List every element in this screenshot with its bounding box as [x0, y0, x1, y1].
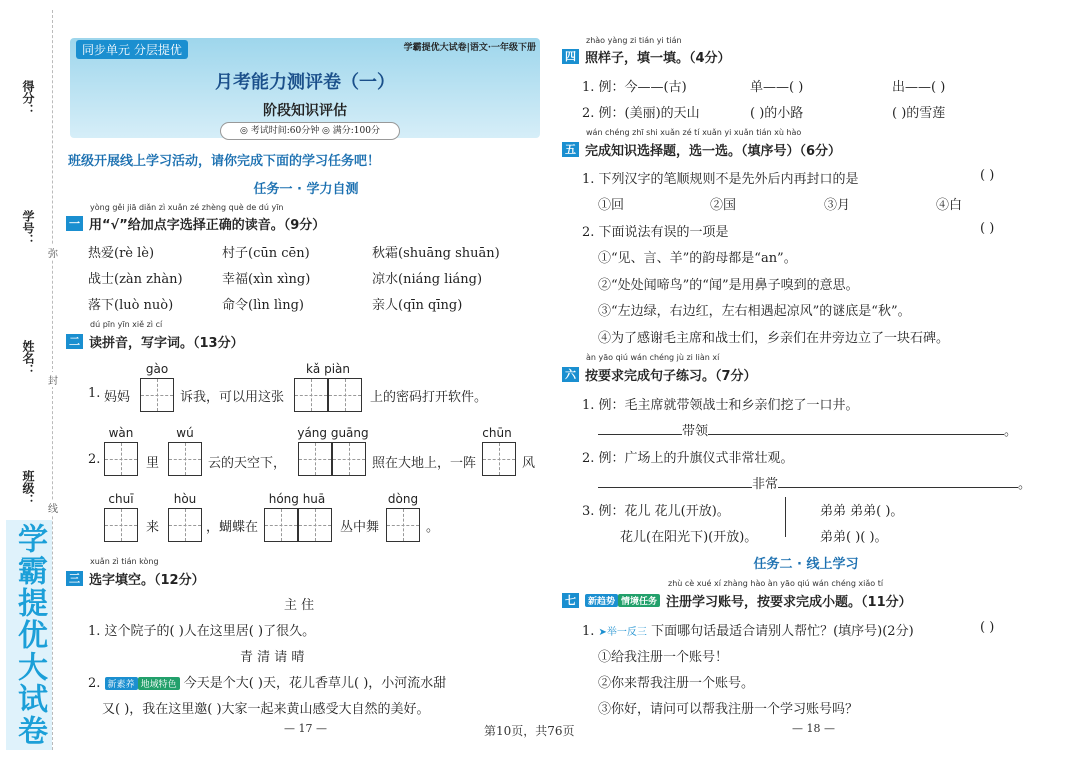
pinyin-label: chuī [108, 492, 134, 506]
q-text: 今天是个大( )天，花儿香草儿( )，小河流水甜 [183, 676, 447, 691]
writing-grid[interactable] [140, 378, 174, 412]
section-number: 三 [66, 571, 83, 586]
fill-item[interactable]: 出——( ) [892, 80, 946, 95]
pinyin-label: hòu [173, 492, 197, 506]
q-text: 妈妈 [104, 390, 131, 405]
writing-grid[interactable] [386, 508, 420, 542]
scenario-tag: 情境任务 [618, 594, 660, 607]
reading-choice[interactable]: 凉水(niáng liáng) [372, 272, 483, 287]
reading-choice[interactable]: 亲人(qīn qīng) [372, 298, 463, 313]
mc-option[interactable]: ④为了感谢毛主席和战士们，乡亲们在井旁边立了一块石碑。 [598, 331, 950, 346]
q-number: 1. [88, 386, 101, 401]
exam-title: 月考能力测评卷（一） [215, 72, 395, 93]
new-trend-tag: 新趋势 [585, 594, 618, 607]
sentence-example: 3. 例：花儿 花儿(开放)。 [582, 504, 730, 519]
pinyin-label: kǎ piàn [305, 362, 351, 376]
section-title: 读拼音，写字词。（13分） [89, 336, 244, 351]
reading-choice[interactable]: 村子(cūn cēn) [222, 246, 310, 261]
mc-option[interactable]: ①给我注册一个账号！ [598, 650, 729, 665]
writing-grid[interactable] [294, 378, 328, 412]
mc-option[interactable]: ①回 [598, 198, 625, 213]
page-number-left: — 17 — [284, 722, 327, 735]
reading-choice[interactable]: 落下(luò nuò) [88, 298, 174, 313]
writing-grid[interactable] [104, 508, 138, 542]
brand-logo: 学霸提优大试卷 [6, 520, 52, 750]
sentence-example: 花儿(在阳光下)(开放)。 [620, 530, 758, 545]
reading-choice[interactable]: 热爱(rè lè) [88, 246, 155, 261]
reading-choice[interactable]: 幸福(xìn xìng) [222, 272, 311, 287]
section-title: 用“√”给加点字选择正确的读音。（9分） [89, 218, 326, 233]
period: 。 [1018, 477, 1032, 492]
series-label: 学霸提优大试卷|语文·一年级下册 [403, 43, 536, 53]
section-title: 注册学习账号，按要求完成小题。（11分） [666, 595, 912, 610]
new-literacy-tag: 新素养 [105, 677, 138, 690]
s3-pinyin: xuǎn zì tián kòng [90, 557, 159, 566]
example-item: 2. 例：(美丽)的天山 [582, 106, 700, 121]
blank-line[interactable] [778, 476, 1018, 488]
right-page [556, 0, 1056, 763]
blank-line[interactable] [598, 476, 752, 488]
pinyin-label: dòng [387, 492, 419, 506]
sentence-blank-row[interactable] [598, 420, 1017, 439]
class-label: 班级： [21, 470, 35, 506]
q-number: 2. [88, 452, 101, 467]
pinyin-label: hóng huā [268, 492, 326, 506]
answer-paren[interactable]: ( ) [980, 221, 995, 236]
q-text: 里 [146, 456, 160, 471]
unit-tag: 同步单元 分层提优 [76, 40, 188, 59]
writing-grid[interactable] [482, 442, 516, 476]
section-number: 四 [562, 49, 579, 64]
region-tag: 地域特色 [138, 677, 180, 690]
intro-text: 班级开展线上学习活动，请你完成下面的学习任务吧！ [68, 154, 381, 169]
seal-mark-1: 弥 [48, 245, 58, 260]
q-text: 上的密码打开软件。 [370, 390, 488, 405]
page-counter: 第10页，共76页 [484, 724, 575, 738]
q-number: 2. [88, 676, 101, 691]
example-item: 1. 例：今——(古) [582, 80, 687, 95]
sentence-fill[interactable]: 弟弟 弟弟( )。 [820, 504, 904, 519]
section-number: 六 [562, 367, 579, 382]
mc-option[interactable]: ②“处处闻啼鸟”的“闻”是用鼻子嗅到的意思。 [598, 278, 859, 293]
mc-question: 2. 下面说法有误的一项是 [582, 225, 729, 240]
mc-question [582, 620, 914, 639]
seal-mark-2: 封 [48, 372, 58, 387]
mc-option[interactable]: ②国 [710, 198, 737, 213]
period: 。 [1004, 424, 1018, 439]
pinyin-label: chūn [482, 426, 512, 440]
fill-item[interactable]: 单——( ) [750, 80, 804, 95]
pinyin-label: wú [176, 426, 194, 440]
writing-grid[interactable] [104, 442, 138, 476]
left-page [62, 0, 550, 763]
q-number: 1. [582, 624, 595, 639]
q-text: 诉我，可以用这张 [180, 390, 285, 405]
sentence-example: 2. 例：广场上的升旗仪式非常壮观。 [582, 451, 794, 466]
reading-choice[interactable]: 命令(lìn lìng) [222, 298, 304, 313]
score-label: 得分： [21, 80, 35, 116]
writing-grid[interactable] [298, 442, 332, 476]
section-number: 五 [562, 142, 579, 157]
section-title: 选字填空。（12分） [89, 573, 205, 588]
blank-line[interactable] [708, 423, 1004, 435]
s6-pinyin: àn yāo qiú wán chéng jù zi liàn xí [586, 353, 720, 362]
q-text: 。 [426, 520, 440, 535]
section-2-heading [66, 332, 244, 351]
student-id-label: 学号： [21, 210, 35, 246]
seal-mark-3: 线 [48, 500, 58, 515]
writing-grid[interactable] [328, 378, 362, 412]
sentence-blank-row[interactable] [598, 473, 1031, 492]
fill-word: 非常 [752, 477, 779, 492]
s7-pinyin: zhù cè xué xí zhàng hào àn yāo qiú wán chéng xiǎo tí [668, 579, 884, 588]
section-6-heading [562, 365, 757, 384]
exam-banner [70, 38, 540, 138]
q-text: 下面哪句话最适合请别人帮忙？(填序号)(2分) [651, 624, 914, 639]
task-1-heading: 任务一 · 学力自测 [253, 182, 359, 197]
writing-grid[interactable] [298, 508, 332, 542]
column-divider [785, 497, 786, 537]
exam-subtitle: 阶段知识评估 [263, 103, 347, 119]
writing-grid[interactable] [168, 508, 202, 542]
writing-grid[interactable] [264, 508, 298, 542]
q-text: 照在大地上，一阵 [372, 456, 477, 471]
fill-item[interactable]: ( )的小路 [750, 106, 804, 121]
mc-option[interactable]: ③“左边绿，右边红，左右相遇起凉风”的谜底是“秋”。 [598, 304, 911, 319]
task-2-heading: 任务二 · 线上学习 [753, 557, 859, 572]
q-text: 丛中舞 [340, 520, 380, 535]
section-number: 七 [562, 593, 579, 608]
reading-choice[interactable]: 秋霜(shuāng shuān) [372, 246, 500, 261]
section-number: 一 [66, 216, 83, 231]
section-title: 按要求完成句子练习。（7分） [585, 369, 757, 384]
s1-pinyin: yòng gěi jiā diǎn zì xuǎn zé zhèng què de dú yīn [90, 203, 284, 212]
section-title: 完成知识选择题，选一选。（填序号）（6分） [585, 144, 842, 159]
choice-chars: 主 住 [284, 598, 315, 613]
fill-question [88, 672, 446, 691]
answer-paren[interactable]: ( ) [980, 620, 995, 635]
section-3-heading [66, 569, 205, 588]
mc-option[interactable]: ②你来帮我注册一个账号。 [598, 676, 755, 691]
page-number-right: — 18 — [792, 722, 835, 735]
pinyin-label: gào [145, 362, 169, 376]
mc-question: 1. 下列汉字的笔顺规则不是先外后内再封口的是 [582, 172, 859, 187]
s5-pinyin: wán chéng zhī shi xuǎn zé tí xuǎn yi xuǎn tián xù hào [586, 128, 802, 137]
name-label: 姓名： [21, 340, 35, 376]
q-text: ，蝴蝶在 [206, 520, 259, 535]
pinyin-label: yáng guāng [297, 426, 369, 440]
practice-tag: ➤举一反三 [598, 627, 647, 638]
answer-paren[interactable]: ( ) [980, 168, 995, 183]
fill-item[interactable]: ( )的雪莲 [892, 106, 946, 121]
section-1-heading [66, 214, 325, 233]
section-4-heading [562, 47, 731, 66]
mc-option[interactable]: ③月 [824, 198, 851, 213]
s2-pinyin: dú pīn yīn xiě zì cí [90, 320, 163, 329]
mc-option[interactable]: ③你好，请问可以帮我注册一个学习账号吗？ [598, 702, 859, 717]
exam-meta: ◎ 考试时间:60分钟 ◎ 满分:100分 [220, 122, 400, 140]
choice-chars: 青 清 请 晴 [240, 650, 305, 665]
blank-line[interactable] [598, 423, 682, 435]
s4-pinyin: zhào yàng zi tián yi tián [586, 36, 682, 45]
sentence-fill[interactable]: 弟弟( )( )。 [820, 530, 888, 545]
section-7-heading [562, 591, 912, 610]
section-number: 二 [66, 334, 83, 349]
section-5-heading [562, 140, 841, 159]
section-title: 照样子，填一填。（4分） [585, 51, 731, 66]
q-text: 来 [146, 520, 160, 535]
writing-grid[interactable] [168, 442, 202, 476]
binding-strip [0, 0, 62, 763]
q-text: 风 [522, 456, 536, 471]
fill-word: 带领 [682, 424, 709, 439]
pinyin-label: wàn [108, 426, 134, 440]
writing-grid[interactable] [332, 442, 366, 476]
fill-question: 1. 这个院子的( )人在这里居( )了很久。 [88, 624, 316, 639]
fill-question-cont: 又( )，我在这里邀( )大家一起来黄山感受大自然的美好。 [102, 702, 430, 717]
reading-choice[interactable]: 战士(zàn zhàn) [88, 272, 183, 287]
sentence-example: 1. 例：毛主席就带领战士和乡亲们挖了一口井。 [582, 398, 859, 413]
mc-option[interactable]: ④白 [936, 198, 963, 213]
q-text: 云的天空下， [208, 456, 287, 471]
mc-option[interactable]: ①“见、言、羊”的韵母都是“an”。 [598, 251, 797, 266]
